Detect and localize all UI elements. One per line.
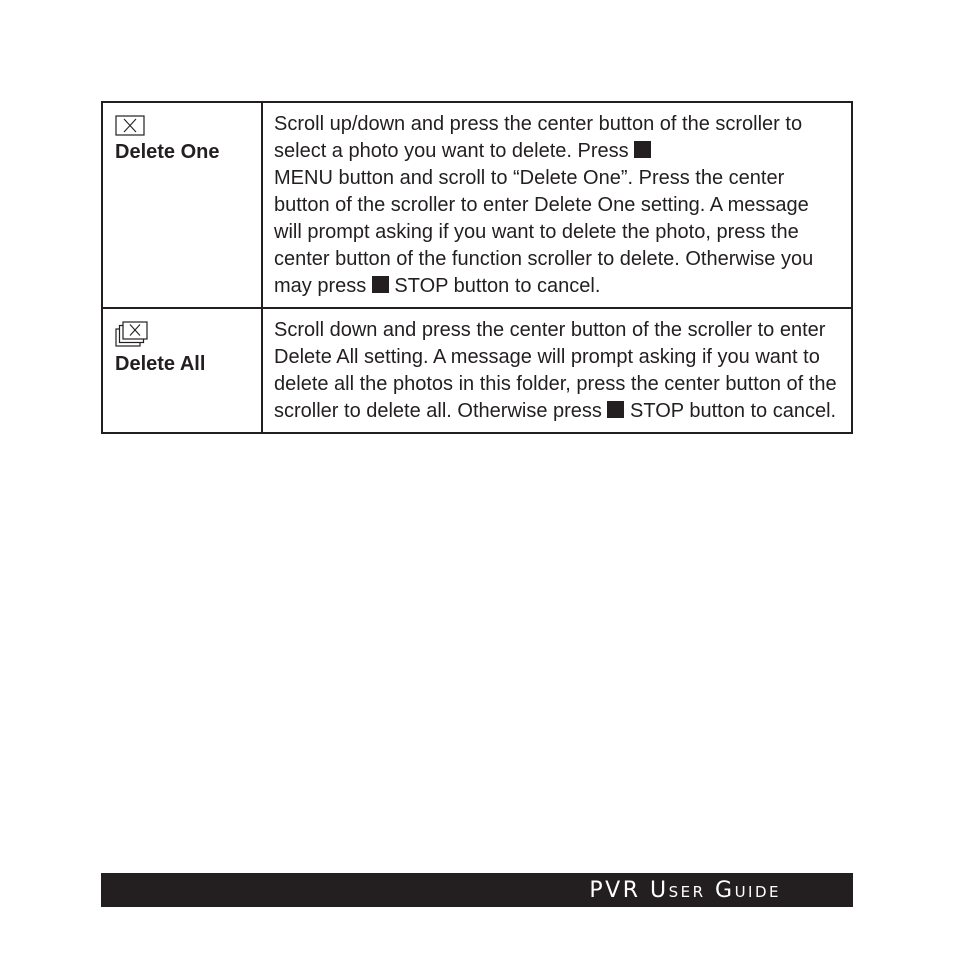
footer-bar xyxy=(101,873,853,907)
stop-button-icon xyxy=(607,401,624,418)
feature-table xyxy=(101,101,853,434)
menu-button-icon xyxy=(634,141,651,158)
description-part: Scroll up/down and press the center button of the scroller to select a photo you want to delete. Press xyxy=(274,113,803,162)
label-cell xyxy=(102,102,262,308)
delete-all-icon xyxy=(115,320,149,348)
footer-title: PVR User Guide xyxy=(589,878,781,903)
stop-button-icon xyxy=(372,276,389,293)
description-text xyxy=(263,309,851,432)
description-cell xyxy=(262,308,852,433)
feature-name: Delete All xyxy=(115,353,206,375)
description-part: STOP button to cancel. xyxy=(394,275,601,297)
description-part: Scroll down and press the center button of the scroller to enter Delete All setting. A message will prompt asking if you want to delete all the photos in this folder, press the center button of the scroller to delete all. Otherwise press xyxy=(274,319,837,422)
feature-name: Delete One xyxy=(115,141,220,163)
label-cell xyxy=(102,308,262,433)
table-row-delete-all xyxy=(102,308,852,433)
delete-one-icon xyxy=(115,115,145,136)
table-row-delete-one xyxy=(102,102,852,308)
description-text xyxy=(263,103,851,307)
description-part: MENU button and scroll to “Delete One”. Press the center button of the scroller to enter Delete One setting. A message will prompt asking if you want to delete the photo, press the center button of the function scroller to delete. Otherwise you may press xyxy=(274,167,814,297)
description-part: STOP button to cancel. xyxy=(630,400,837,422)
description-cell xyxy=(262,102,852,308)
